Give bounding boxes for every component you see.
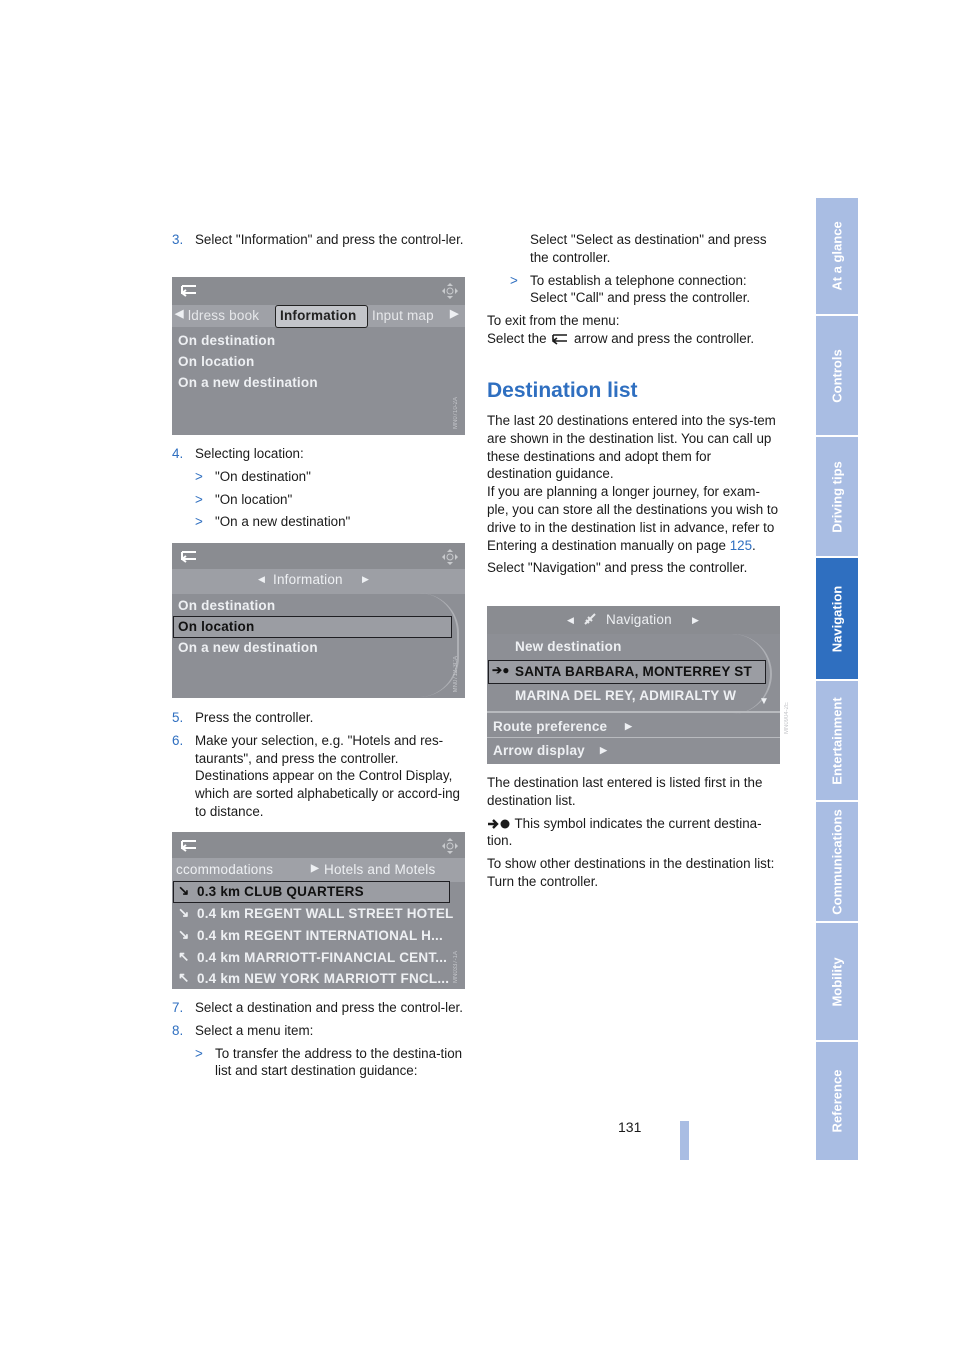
scroll-down-icon: ▼ [759,696,770,707]
menu-item-on-new-destination[interactable]: On a new destination [178,640,318,655]
list-item[interactable]: 0.4 km NEW YORK MARRIOTT FNCL... [197,971,450,986]
paragraph: If you are planning a longer journey, for exam-ple, you can store all the destinations you wish to drive to in the destination list in advance, refer to Entering a destination manually on page 125. [487,484,779,553]
divider [487,711,780,713]
page-marker-bar [680,1121,689,1160]
sidebar-item-at-a-glance[interactable]: At a glance [816,198,858,316]
exit-line-2: Select the arrow and press the controller. [487,330,755,346]
step-text: Selecting location: [195,446,304,461]
image-code: MN0904-2E [784,701,790,734]
back-arrow-icon [550,333,570,345]
screenshot-information-menu [172,543,465,698]
list-arrow-icon: ↘ [178,905,190,920]
screen-topbar [172,832,465,861]
menu-item-arrow: ▶ [600,745,608,755]
step-6 [172,732,467,821]
header-title: Information [273,572,343,587]
divider [487,737,780,738]
bullet-item: > To transfer the address to the destina-tion list and start destination guidance: [195,1045,463,1079]
back-arrow-icon [179,550,199,564]
chapter-sidebar [816,198,858,1160]
list-item[interactable]: 0.3 km CLUB QUARTERS [197,884,364,899]
exit-line: To exit from the menu: [487,313,620,329]
header-title: Navigation [606,612,672,627]
sidebar-item-reference[interactable]: Reference [829,1069,845,1133]
step-text: Make your selection, e.g. "Hotels and res-taurants", and press the controller. Destinations appear on the Control Display, which are sorted alphabetically or accord-ing to distance. [195,732,460,819]
step-number: 4. [172,446,184,461]
satellite-icon [583,612,597,626]
menu-item-route-preference[interactable]: Route preference [493,719,608,734]
image-code: MN0710-2A [453,396,459,429]
header-right-arrow-icon: ▶ [692,615,700,625]
bullet-item: > "On a new destination" [195,514,351,530]
step-text: Select "Information" and press the control-ler. [195,232,464,247]
list-item[interactable]: 0.4 km REGENT INTERNATIONAL H... [197,928,443,943]
tab-information[interactable]: Information [280,308,357,323]
menu-item-on-destination[interactable]: On destination [178,333,276,348]
menu-item-arrow: ▶ [625,721,633,731]
menu-item-on-new-destination[interactable]: On a new destination [178,375,318,390]
step-number: 3. [172,232,184,247]
paragraph: Turn the controller. [487,873,599,889]
paragraph: To show other destinations in the destination list: [487,856,775,872]
tab-left-arrow-icon: ◀ [175,308,184,320]
header-left-arrow-icon: ◀ [567,615,575,625]
screenshot-hotels-list [172,832,465,989]
destination-entry-current[interactable]: SANTA BARBARA, MONTERREY ST [515,664,752,679]
breadcrumb-accommodations[interactable]: ccommodations [176,862,274,877]
left-column-step4 [172,445,467,531]
tab-right-arrow-icon: ▶ [450,308,459,320]
step-5 [172,709,467,727]
list-item[interactable]: 0.4 km MARRIOTT-FINANCIAL CENT... [197,950,448,965]
step-text: Select a menu item: [195,1022,314,1038]
continued-text: Select "Select as destination" and press the controller. [530,232,767,265]
header-right-arrow-icon: ▶ [362,574,370,584]
back-arrow-icon [179,284,199,298]
menu-item-on-location[interactable]: On location [178,619,255,634]
sidebar-item-controls[interactable]: Controls [816,316,858,437]
header-left-arrow-icon: ◀ [258,574,266,584]
right-column [487,231,779,348]
list-arrow-icon: ↖ [178,949,190,964]
list-arrow-icon: ↘ [178,883,190,898]
section-heading: Destination list [487,379,638,402]
paragraph: The destination last entered is listed first in the destination list. [487,775,763,808]
paragraph: This symbol indicates the current destina-tion. [487,815,762,849]
bullet-item: > "On destination" [195,468,311,484]
menu-item-new-destination[interactable]: New destination [515,639,622,654]
step-text: Press the controller. [195,710,314,725]
screen-topbar [172,277,465,306]
left-column [172,231,467,249]
controller-icon [441,282,459,300]
step-text: Select a destination and press the control-ler. [195,1000,463,1015]
destination-list-text-2 [487,774,779,891]
step-number: 6. [172,732,184,748]
destination-list-text [487,412,779,577]
breadcrumb-hotels-motels[interactable]: Hotels and Motels [324,862,436,877]
left-column-steps-7-8 [172,999,467,1080]
step-3 [172,231,467,249]
step-7 [172,999,467,1017]
back-arrow-icon [179,839,199,853]
sidebar-item-mobility[interactable]: Mobility [816,923,858,1042]
list-item[interactable]: 0.4 km REGENT WALL STREET HOTEL [197,906,454,921]
screenshot-information-tab [172,277,465,435]
left-column-steps-5-6 [172,709,467,821]
image-code: MN0712-3CA [453,655,459,692]
paragraph: Select "Navigation" and press the controller. [487,560,748,576]
step-number: 7. [172,1000,184,1015]
sidebar-item-entertainment[interactable]: Entertainment [816,681,858,802]
list-arrow-icon: ↘ [178,927,190,942]
sidebar-item-driving-tips[interactable]: Driving tips [816,437,858,558]
menu-item-on-location[interactable]: On location [178,354,255,369]
controller-icon [441,548,459,566]
screen-topbar [172,543,465,572]
sidebar-item-communications[interactable]: Communications [816,802,858,923]
controller-icon [441,837,459,855]
tab-input-map[interactable]: Input map [372,308,434,323]
image-code: MN0337-1A [453,950,459,983]
menu-item-arrow-display[interactable]: Arrow display [493,743,585,758]
step-4 [172,445,467,463]
step-number: 5. [172,710,184,725]
list-arrow-icon: ↖ [178,970,190,985]
current-destination-icon: ➔● [492,663,510,677]
page-number: 131 [618,1119,642,1135]
step-8 [172,1022,467,1040]
sidebar-item-navigation[interactable]: Navigation [816,558,858,681]
bullet-item: > "On location" [195,491,293,507]
menu-item-on-destination[interactable]: On destination [178,598,276,613]
breadcrumb-arrow-icon: ▶ [311,863,319,874]
current-destination-icon [487,818,511,830]
page-link[interactable]: 125 [729,537,753,553]
paragraph: The last 20 destinations entered into the sys-tem are shown in the destination list. You can call up these destinations and adopt them for destination guidance. [487,413,776,482]
destination-entry[interactable]: MARINA DEL REY, ADMIRALTY W [515,688,737,703]
step-number: 8. [172,1022,184,1038]
tab-address-book[interactable]: ldress book [188,308,260,323]
bullet-item: > To establish a telephone connection: Select "Call" and press the controller. [510,272,751,306]
screenshot-navigation-menu [487,606,790,764]
